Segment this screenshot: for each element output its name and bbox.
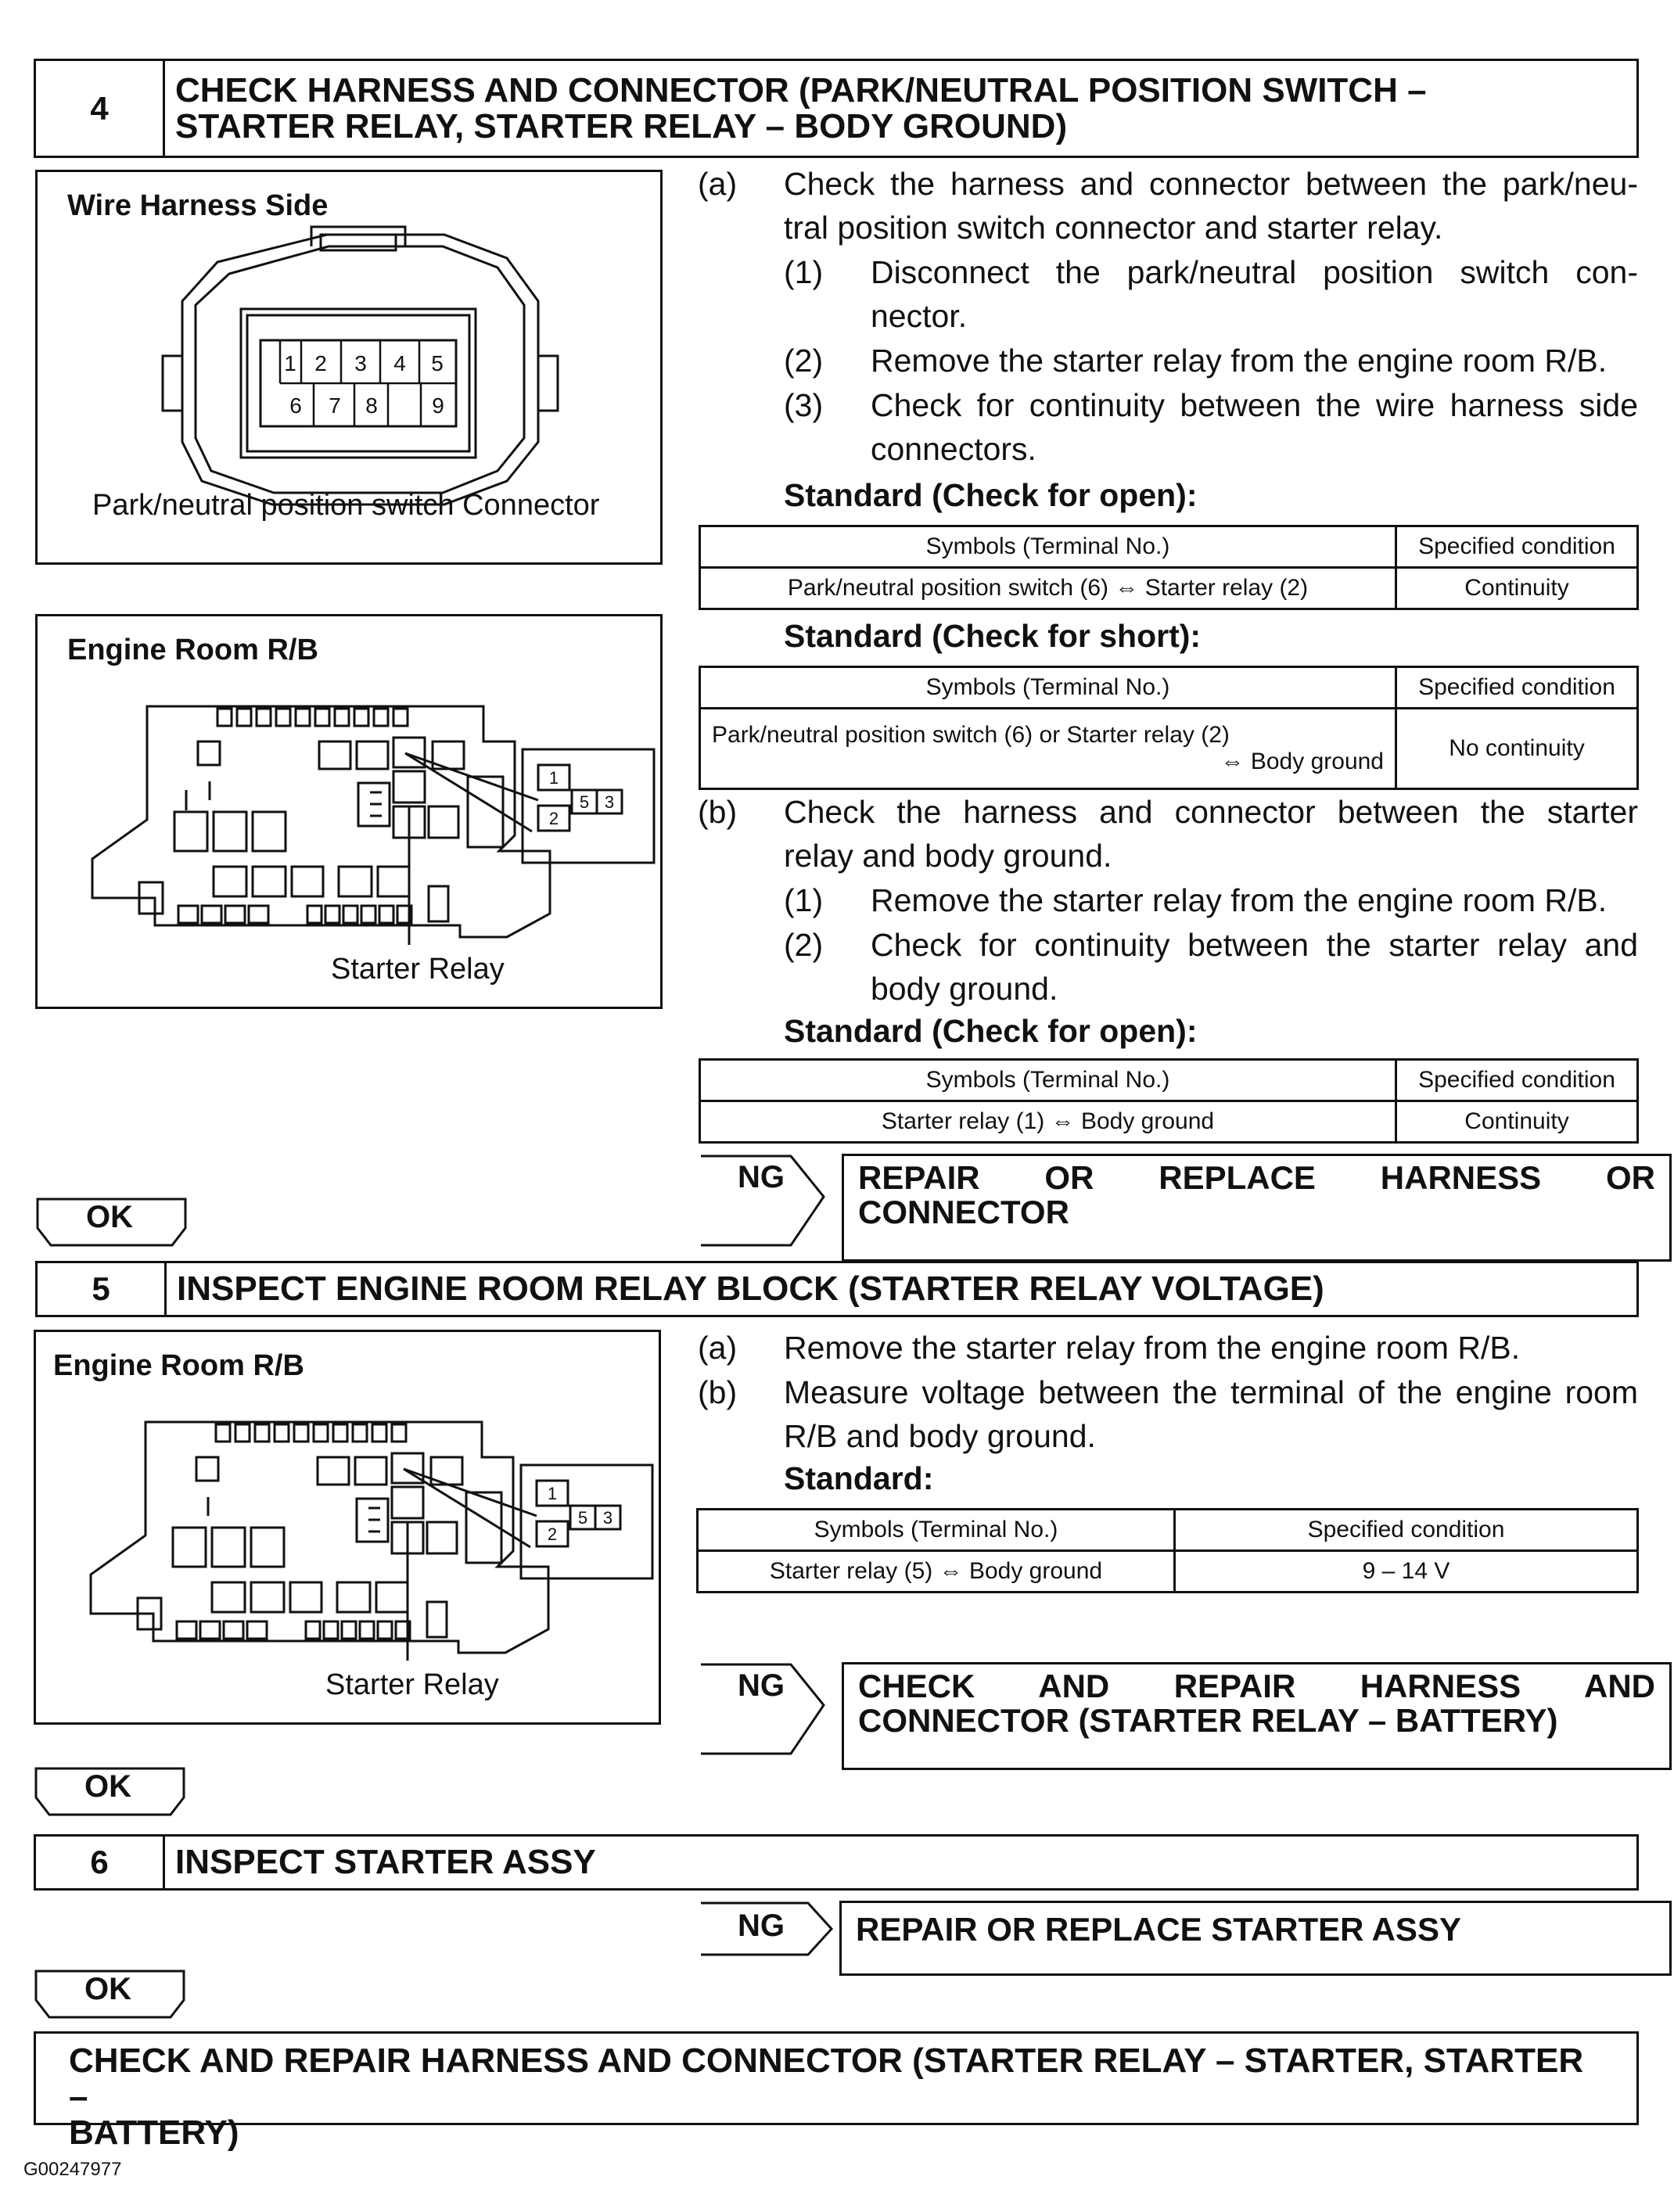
sub-item-number: (2) <box>784 927 824 963</box>
ok-label: OK <box>84 1972 131 2006</box>
sub-item-number: (2) <box>784 343 824 379</box>
standard-heading: Standard (Check for open): <box>784 1013 1198 1049</box>
ng-label: NG <box>738 1668 785 1703</box>
table-cell: 9 – 14 V <box>1175 1551 1638 1593</box>
pin-label: 6 <box>289 393 302 418</box>
pin-label: 2 <box>314 351 327 375</box>
sub-item-text: Disconnect the park/neutral position switch con- <box>871 254 1638 290</box>
step-title-line-2: STARTER RELAY, STARTER RELAY – BODY GROUND) <box>175 106 1068 145</box>
relay-pin-label: 5 <box>577 1508 588 1528</box>
step-5-header <box>35 1261 1639 1317</box>
sub-item-number: (3) <box>784 387 824 423</box>
ng-branch <box>699 1154 1655 1248</box>
relay-pin-label: 2 <box>548 809 559 828</box>
table-cell-line: Park/neutral position switch (6) or Starter relay (2) <box>712 722 1230 748</box>
table-header: Specified condition <box>1396 1060 1638 1101</box>
standard-heading: Standard (Check for open): <box>784 477 1198 513</box>
table-header: Symbols (Terminal No.) <box>700 1060 1396 1101</box>
ok-label: OK <box>84 1769 131 1804</box>
item-text: tral position switch connector and starter relay. <box>784 210 1443 246</box>
standard-heading: Standard (Check for short): <box>784 618 1202 654</box>
figure-label: Park/neutral position switch Connector <box>92 489 600 522</box>
relay-pin-label: 3 <box>602 1508 613 1528</box>
item-text: Measure voltage between the terminal of the engine room <box>784 1374 1638 1410</box>
final-action-box <box>34 2031 1639 2152</box>
figure-wire-harness-side <box>35 170 663 565</box>
relay-pin-label: 2 <box>547 1524 558 1544</box>
table-cell <box>700 709 1396 789</box>
step-4-header <box>34 59 1639 158</box>
ng-result-line: CONNECTOR (STARTER RELAY – BATTERY) <box>858 1702 1558 1739</box>
spec-table <box>699 666 1639 790</box>
item-text: relay and body ground. <box>784 838 1112 874</box>
item-letter: (a) <box>698 1330 738 1366</box>
figure-caption: Engine Room R/B <box>67 634 318 666</box>
ng-branch <box>699 1662 1655 1756</box>
step-title-line-1: CHECK HARNESS AND CONNECTOR (PARK/NEUTRAL POSITION SWITCH – <box>175 70 1427 110</box>
pin-label: 3 <box>354 351 367 375</box>
pin-label: 7 <box>329 393 341 418</box>
ok-branch <box>34 1766 186 1817</box>
table-cell: Continuity <box>1396 1101 1638 1143</box>
step-number: 6 <box>36 1837 165 1888</box>
table-header: Symbols (Terminal No.) <box>700 667 1396 709</box>
figure-caption: Engine Room R/B <box>53 1349 304 1382</box>
relay-pin-label: 5 <box>579 792 590 812</box>
table-cell: No continuity <box>1396 709 1638 789</box>
figure-label: Starter Relay <box>331 953 505 986</box>
table-header: Symbols (Terminal No.) <box>698 1510 1175 1551</box>
item-text: Remove the starter relay from the engine room R/B. <box>784 1330 1521 1366</box>
pin-label: 8 <box>365 393 378 418</box>
table-cell: Starter relay (1) ⇔ Body ground <box>700 1101 1396 1143</box>
ng-result-line: CHECK AND REPAIR HARNESS AND <box>858 1668 1655 1704</box>
ng-result <box>842 1154 1672 1262</box>
ng-result-line: CONNECTOR <box>858 1194 1069 1230</box>
sub-item-text: connectors. <box>871 431 1036 467</box>
table-cell: Continuity <box>1396 568 1638 609</box>
sub-item-text: nector. <box>871 298 968 334</box>
sub-item-number: (1) <box>784 882 824 918</box>
sub-item-text: Check for continuity between the starter relay and <box>871 927 1638 963</box>
relay-pin-label: 1 <box>548 768 559 788</box>
table-header: Symbols (Terminal No.) <box>700 526 1396 568</box>
sub-item-number: (1) <box>784 254 824 290</box>
figure-engine-room-rb <box>34 1330 661 1725</box>
table-header: Specified condition <box>1396 526 1638 568</box>
relay-pin-label: 1 <box>547 1484 558 1503</box>
sub-item-text: Remove the starter relay from the engine room R/B. <box>871 343 1608 379</box>
spec-table <box>696 1508 1639 1593</box>
ok-branch <box>35 1197 188 1248</box>
ng-branch <box>699 1901 1639 1957</box>
final-action-line: CHECK AND REPAIR HARNESS AND CONNECTOR (STARTER RELAY – STARTER, STARTER – <box>69 2041 1584 2116</box>
spec-table <box>699 525 1639 610</box>
figure-engine-room-rb <box>35 614 663 1009</box>
item-text: R/B and body ground. <box>784 1418 1096 1454</box>
item-letter: (b) <box>698 794 738 830</box>
ng-result-line: REPAIR OR REPLACE HARNESS OR <box>858 1159 1655 1196</box>
table-header: Specified condition <box>1175 1510 1638 1551</box>
ng-label: NG <box>738 1909 785 1943</box>
table-header: Specified condition <box>1396 667 1638 709</box>
step-number: 4 <box>36 61 165 156</box>
pin-label: 9 <box>432 393 444 418</box>
item-letter: (b) <box>698 1374 738 1410</box>
ok-label: OK <box>86 1200 133 1234</box>
item-letter: (a) <box>698 166 738 202</box>
table-cell: Park/neutral position switch (6) ⇔ Starter relay (2) <box>700 568 1396 609</box>
standard-heading: Standard: <box>784 1460 934 1496</box>
item-text: Check the harness and connector between the park/neu- <box>784 166 1638 202</box>
figure-code: G00247977 <box>23 2159 122 2180</box>
pin-label: 5 <box>431 351 444 375</box>
table-cell: Starter relay (5) ⇔ Body ground <box>698 1551 1175 1593</box>
sub-item-text: Check for continuity between the wire harness side <box>871 387 1638 423</box>
table-cell-line: ⇔ Body ground <box>1220 749 1384 774</box>
pin-label: 1 <box>284 351 296 375</box>
ok-branch <box>34 1969 186 2020</box>
sub-item-text: body ground. <box>871 971 1058 1007</box>
step-number: 5 <box>38 1263 167 1315</box>
step-title <box>175 61 1624 156</box>
step-title: INSPECT ENGINE ROOM RELAY BLOCK (STARTER RELAY VOLTAGE) <box>177 1269 1324 1308</box>
final-action-line: BATTERY) <box>69 2113 239 2152</box>
pin-label: 4 <box>393 351 406 375</box>
ng-result <box>839 1901 1672 1976</box>
step-6-header <box>34 1834 1639 1891</box>
relay-pin-label: 3 <box>604 792 615 812</box>
ng-result-line: REPAIR OR REPLACE STARTER ASSY <box>856 1911 1461 1948</box>
ng-label: NG <box>738 1160 785 1194</box>
spec-table <box>699 1058 1639 1144</box>
step-title: INSPECT STARTER ASSY <box>175 1843 596 1881</box>
figure-caption: Wire Harness Side <box>67 189 329 222</box>
item-text: Check the harness and connector between the starter <box>784 794 1638 830</box>
sub-item-text: Remove the starter relay from the engine room R/B. <box>871 882 1608 918</box>
ng-result <box>842 1662 1672 1770</box>
figure-label: Starter Relay <box>325 1668 499 1701</box>
